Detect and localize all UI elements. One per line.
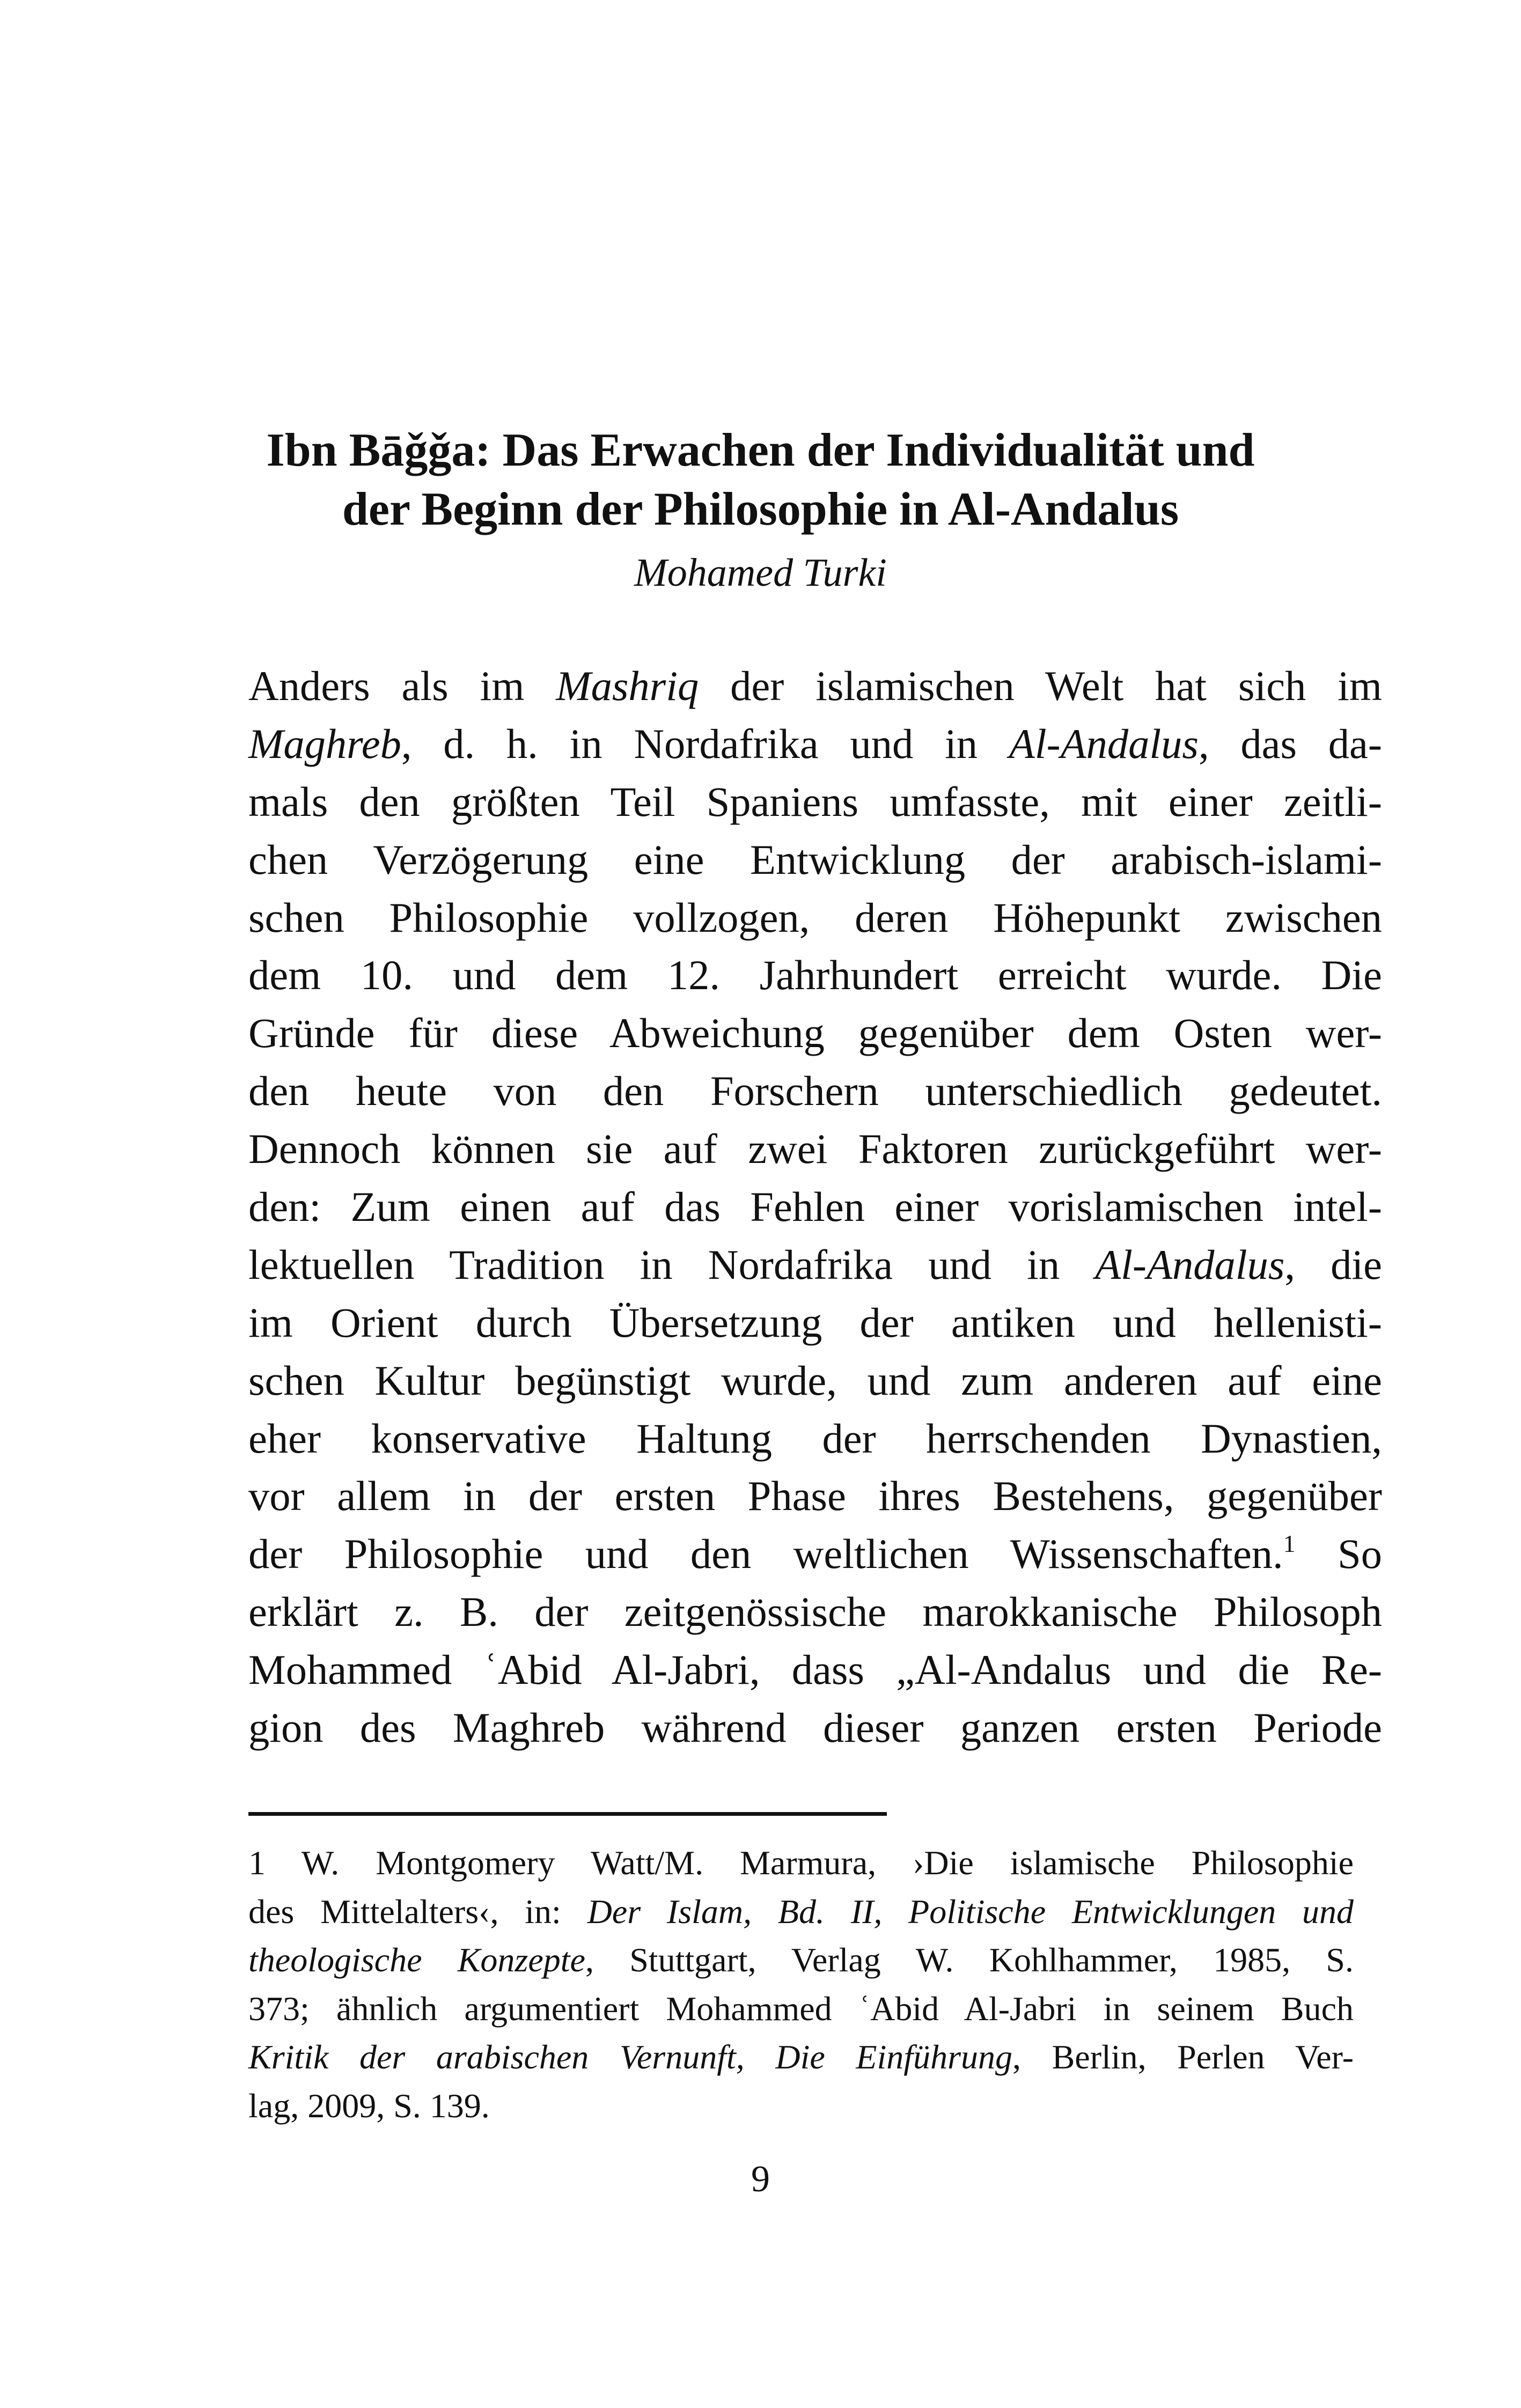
author-name: Mohamed Turki [634, 551, 887, 595]
chapter-title-line-2: der Beginn der Philosophie in Al-Andalus [342, 483, 1179, 535]
body-line: Mohammed ʿAbid Al-Jabri, dass „Al-Andalus und die Re- [248, 1646, 1382, 1693]
footnote-line: lag, 2009, S. 139. [248, 2086, 490, 2125]
body-line: erklärt z. B. der zeitgenössische marokkanische Philosoph [248, 1588, 1382, 1636]
body-line: vor allem in der ersten Phase ihres Bestehens, gegenüber [248, 1472, 1382, 1520]
footnote-line: 373; ähnlich argumentiert Mohammed ʿAbid Al-Jabri in seinem Buch [248, 1989, 1354, 2028]
body-line: im Orient durch Übersetzung der antiken und hellenisti- [248, 1299, 1382, 1346]
footnote [248, 1839, 1354, 2130]
body-line: Maghreb, d. h. in Nordafrika und in Al-Andalus, das da- [248, 720, 1382, 767]
body-line: Anders als im Mashriq der islamischen Welt hat sich im [248, 662, 1382, 709]
body-line: den heute von den Forschern unterschiedlich gedeutet. [248, 1067, 1382, 1115]
body-line: mals den größten Teil Spaniens umfasste, mit einer zeitli- [248, 778, 1382, 825]
body-line: eher konservative Haltung der herrschenden Dynastien, [248, 1415, 1382, 1462]
body-line: schen Philosophie vollzogen, deren Höhepunkt zwischen [248, 894, 1382, 941]
body-line: lektuellen Tradition in Nordafrika und in Al-Andalus, die [248, 1241, 1382, 1288]
body-text [248, 657, 1382, 1757]
chapter-title [161, 421, 1360, 539]
body-line: den: Zum einen auf das Fehlen einer vorislamischen intel- [248, 1183, 1382, 1231]
body-line: chen Verzögerung eine Entwicklung der arabisch-islami- [248, 836, 1382, 883]
body-line: Gründe für diese Abweichung gegenüber dem Osten wer- [248, 1010, 1382, 1057]
chapter-title-line-1: Ibn Bāǧǧa: Das Erwachen der Individualität und [266, 424, 1255, 476]
footnote-line: theologische Konzepte, Stuttgart, Verlag W. Kohlhammer, 1985, S. [248, 1941, 1354, 1979]
footnote-line: 1 W. Montgomery Watt/M. Marmura, ›Die islamische Philosophie [248, 1844, 1354, 1882]
body-line: dem 10. und dem 12. Jahrhundert erreicht wurde. Die [248, 952, 1382, 999]
footnote-separator [248, 1812, 887, 1816]
footnote-line: des Mittelalters‹, in: Der Islam, Bd. II, Politische Entwicklungen und [248, 1892, 1354, 1931]
body-line: Dennoch können sie auf zwei Faktoren zurückgeführt wer- [248, 1125, 1382, 1173]
body-line: schen Kultur begünstigt wurde, und zum anderen auf eine [248, 1357, 1382, 1404]
page-number: 9 [751, 2159, 770, 2200]
body-line: der Philosophie und den weltlichen Wissenschaften.$^1$ So [248, 1530, 1382, 1578]
footnote-line: Kritik der arabischen Vernunft, Die Einführung, Berlin, Perlen Ver- [248, 2038, 1354, 2076]
footnote-reference[interactable]: 1 [1283, 1530, 1296, 1558]
body-line: gion des Maghreb während dieser ganzen ersten Periode [248, 1704, 1382, 1751]
